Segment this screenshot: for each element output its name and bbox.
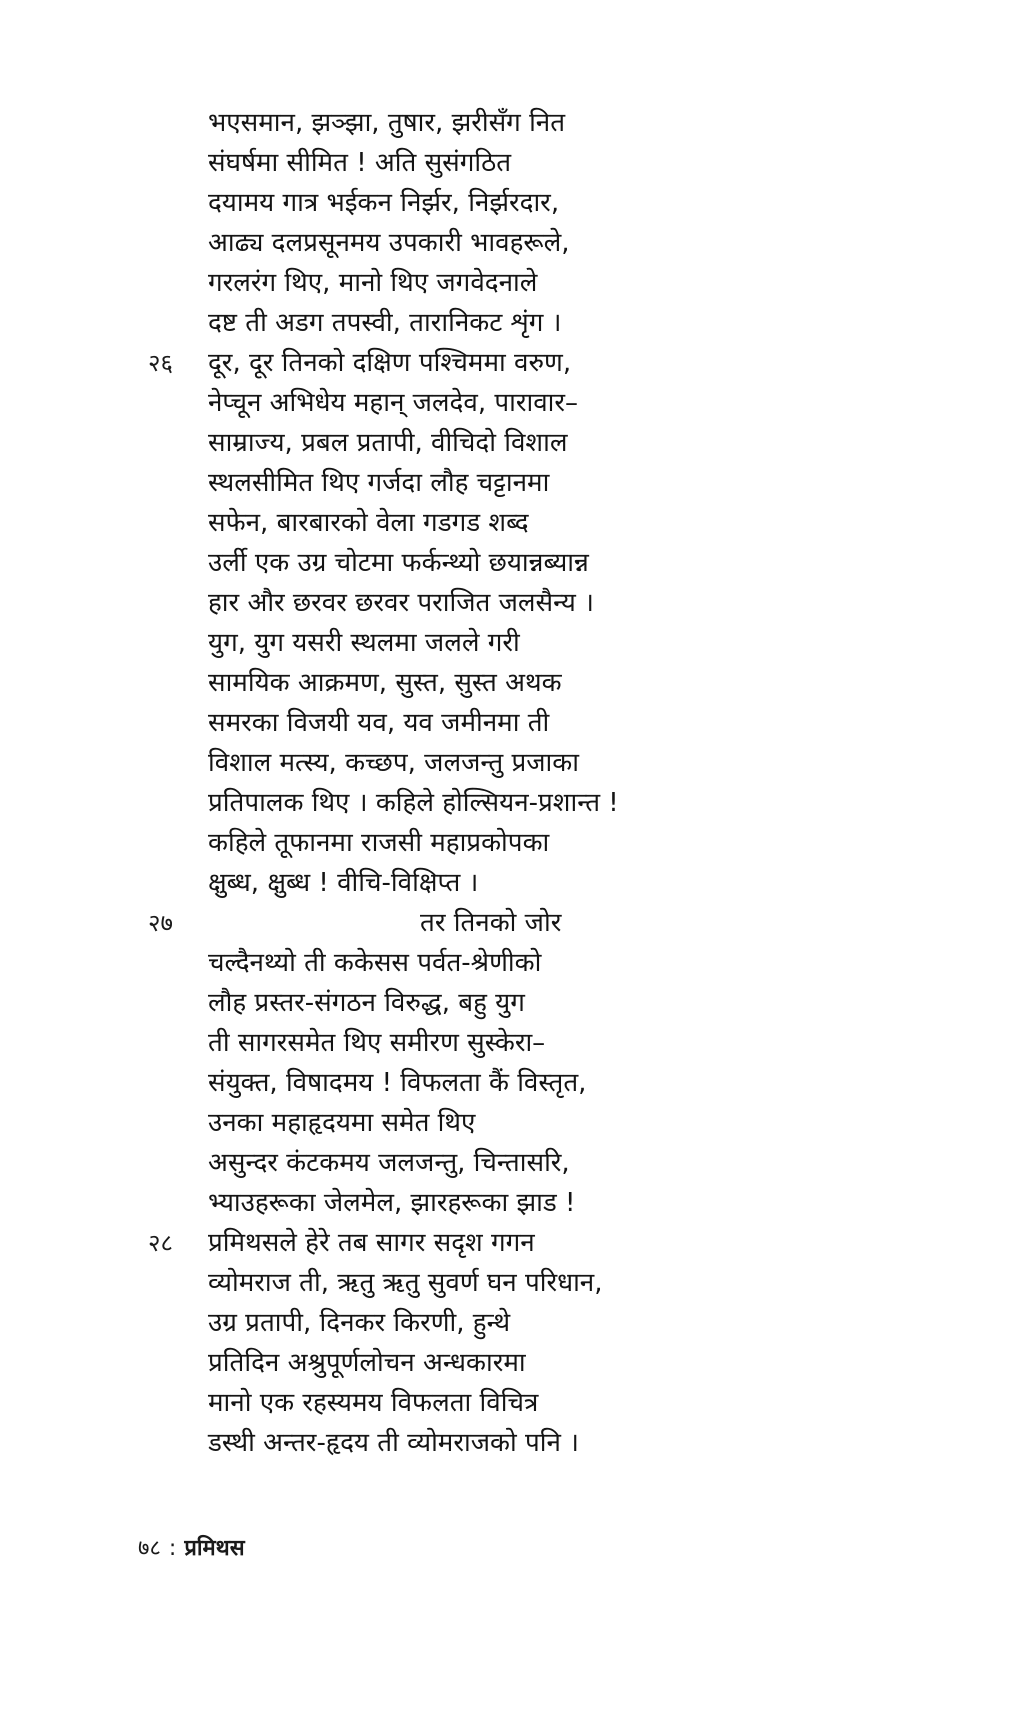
poem-line: हार और छरवर छरवर पराजित जलसैन्य ।: [208, 588, 594, 618]
page-number: ७८: [138, 1536, 161, 1561]
verse-number: २८: [148, 1229, 173, 1257]
poem-line: नेप्चून अभिधेय महान् जलदेव, पारावार–: [208, 388, 579, 418]
poem-line: युग, युग यसरी स्थलमा जलले गरी: [208, 628, 520, 658]
poem-line: संयुक्त, विषादमय ! विफलता कैं विस्तृत,: [208, 1068, 587, 1098]
poem-line: डस्थी अन्तर-हृदय ती व्योमराजको पनि ।: [208, 1428, 580, 1458]
poem-line: गरलरंग थिए, मानो थिए जगवेदनाले: [208, 268, 538, 298]
poem-line: ती सागरसमेत थिए समीरण सुस्केरा–: [208, 1028, 546, 1058]
poem-line: चल्दैनथ्यो ती ककेसस पर्वत-श्रेणीको: [208, 948, 542, 978]
poem-line: प्रतिदिन अश्रुपूर्णलोचन अन्धकारमा: [208, 1348, 526, 1378]
poem-line: उग्र प्रतापी, दिनकर किरणी, हुन्थे: [208, 1308, 511, 1338]
poem-line: भएसमान, झञ्झा, तुषार, झरीसँग नित: [208, 108, 566, 138]
poem-line: क्षुब्ध, क्षुब्ध ! वीचि-विक्षिप्त ।: [208, 868, 479, 898]
poem-line: आढ्य दलप्रसूनमय उपकारी भावहरूले,: [208, 228, 570, 258]
page-footer: [138, 1531, 245, 1567]
verse-number: २७: [148, 909, 173, 937]
poem-line: स्थलसीमित थिए गर्जदा लौह चट्टानमा: [208, 468, 550, 498]
poem-line: दष्ट ती अडग तपस्वी, तारानिकट शृंग ।: [208, 308, 562, 338]
poem-line: संघर्षमा सीमित ! अति सुसंगठित: [208, 148, 512, 178]
poem-line: असुन्दर कंटकमय जलजन्तु, चिन्तासरि,: [208, 1148, 570, 1178]
poem-line: दूर, दूर तिनको दक्षिण पश्चिममा वरुण,: [208, 348, 572, 378]
poem-line: मानो एक रहस्यमय विफलता विचित्र: [208, 1388, 539, 1418]
verse-number: २६: [148, 349, 173, 377]
poem-line: समरका विजयी यव, यव जमीनमा ती: [208, 708, 550, 738]
poem-line: प्रमिथसले हेरे तब सागर सदृश गगन: [208, 1228, 535, 1258]
poem-line: व्योमराज ती, ऋतु ऋतु सुवर्ण घन परिधान,: [208, 1268, 603, 1298]
poem-line: कहिले तूफानमा राजसी महाप्रकोपका: [208, 828, 550, 858]
book-title: प्रमिथस: [184, 1536, 245, 1561]
poem-line: उर्ली एक उग्र चोटमा फर्कन्थ्यो छयान्नब्यान्न: [208, 548, 589, 578]
poem-line: दयामय गात्र भईकन निर्झर, निर्झरदार,: [208, 188, 560, 218]
poem-line: सामयिक आक्रमण, सुस्त, सुस्त अथक: [208, 668, 562, 698]
footer-separator: :: [168, 1536, 177, 1561]
poem-line: साम्राज्य, प्रबल प्रतापी, वीचिदो विशाल: [208, 428, 568, 458]
poem-line: भ्याउहरूका जेलमेल, झारहरूका झाड !: [208, 1188, 576, 1218]
poem-line: लौह प्रस्तर-संगठन विरुद्ध, बहु युग: [208, 988, 525, 1018]
poem-line: सफेन, बारबारको वेला गडगड शब्द: [208, 508, 529, 538]
poem-line: तर तिनको जोर: [420, 908, 562, 938]
poem-line: प्रतिपालक थिए । कहिले होल्सियन-प्रशान्त !: [208, 788, 619, 818]
poem-line: उनका महाहृदयमा समेत थिए: [208, 1108, 476, 1138]
poem-line: विशाल मत्स्य, कच्छप, जलजन्तु प्रजाका: [208, 748, 579, 778]
